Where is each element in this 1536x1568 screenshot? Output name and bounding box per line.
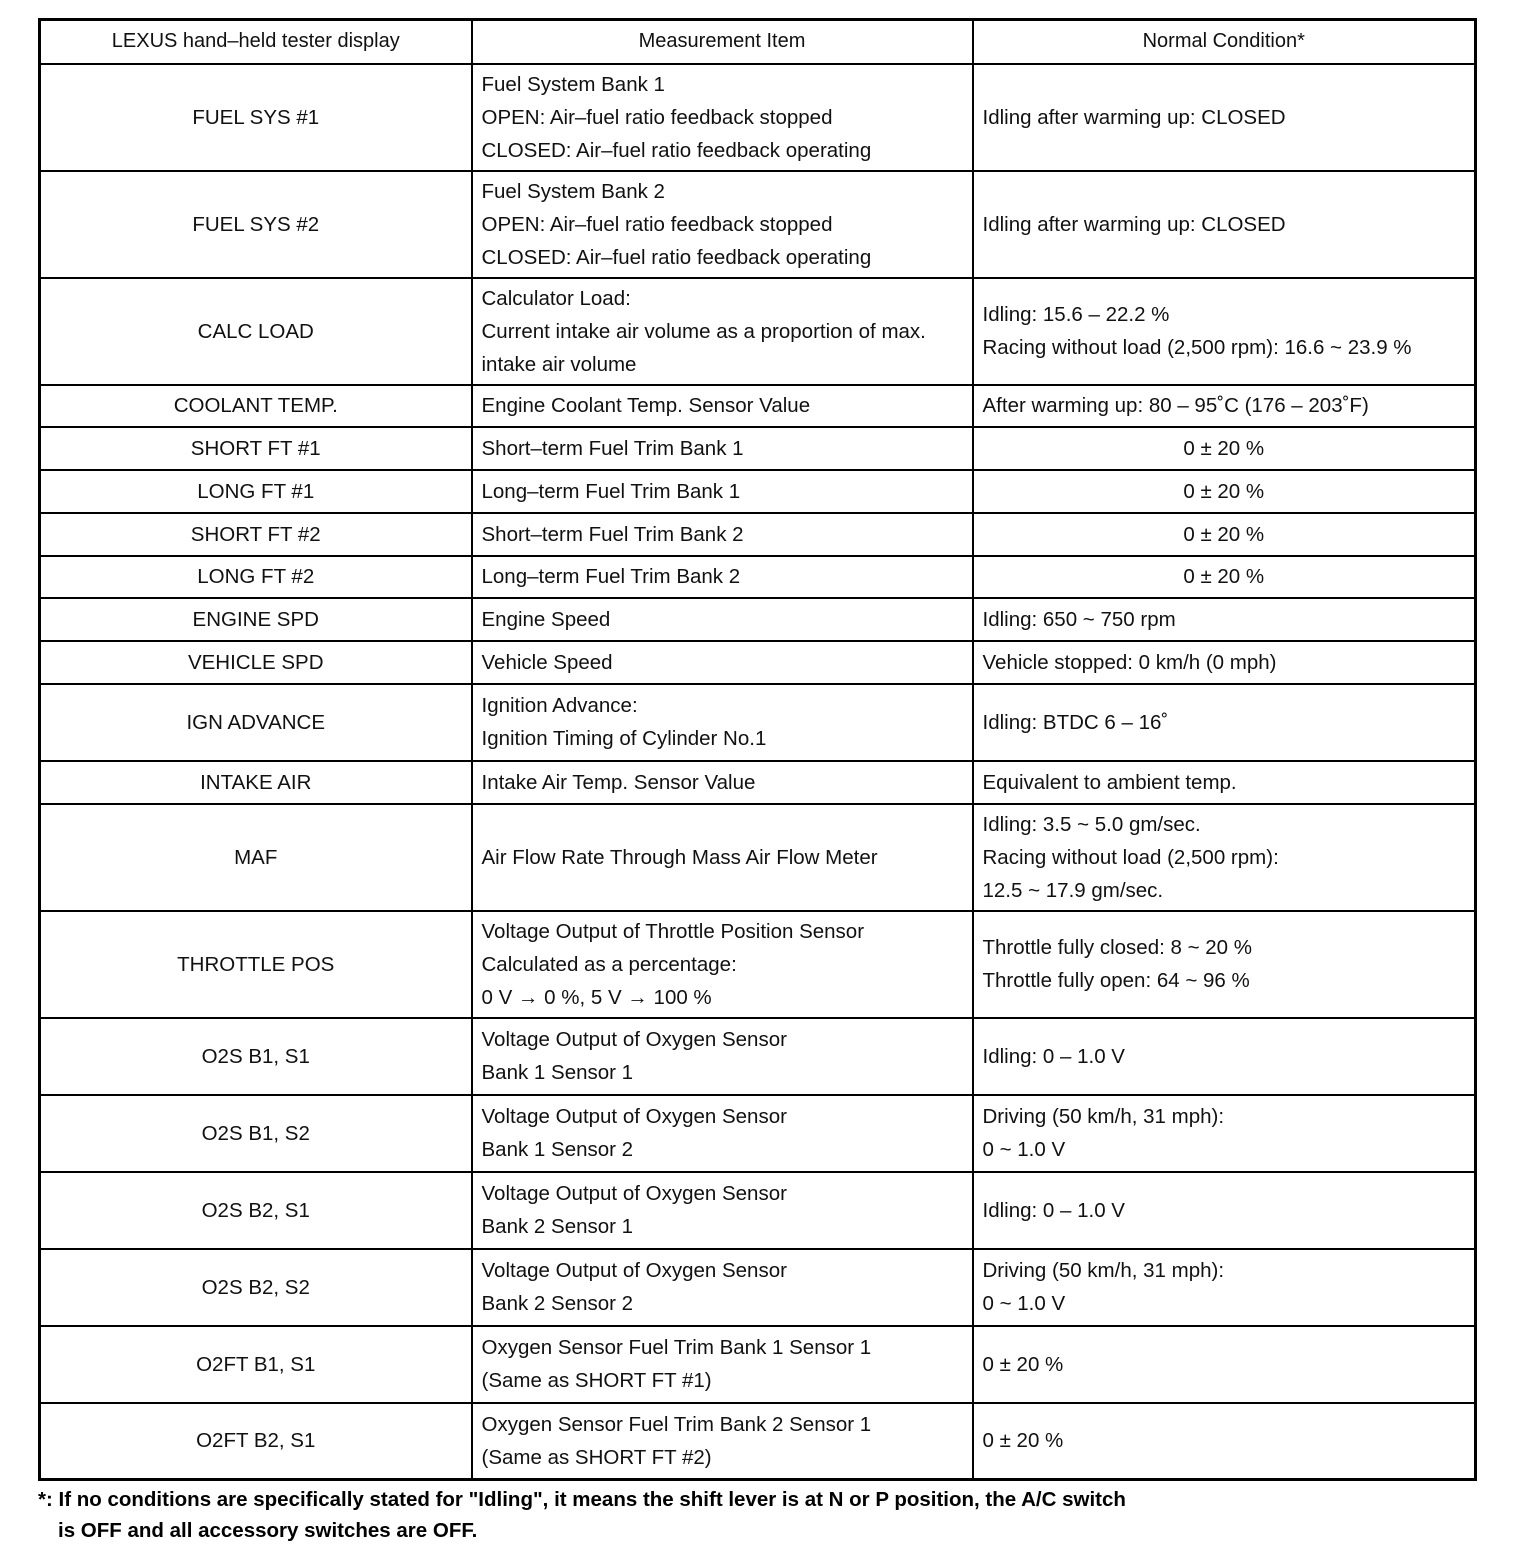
cell-tester-display: ENGINE SPD <box>40 598 472 641</box>
footnote-line: is OFF and all accessory switches are OFF. <box>58 1519 478 1542</box>
cell-normal-condition <box>973 427 1476 470</box>
measurement-item-line: Short–term Fuel Trim Bank 1 <box>481 436 744 460</box>
cell-tester-display: LONG FT #2 <box>40 556 472 598</box>
table-row <box>40 761 1476 804</box>
table-header-row <box>40 20 1476 64</box>
table-row <box>40 470 1476 513</box>
normal-condition-line: Idling after warming up: CLOSED <box>982 105 1286 129</box>
table-row <box>40 1018 1476 1095</box>
header-tester-display: LEXUS hand–held tester display <box>40 20 472 64</box>
cell-normal-condition <box>973 684 1476 761</box>
header-measurement-item: Measurement Item <box>472 20 973 64</box>
table-row <box>40 1326 1476 1403</box>
normal-condition-line: 0 ± 20 % <box>1183 436 1265 460</box>
normal-condition-line: 0 ± 20 % <box>1183 522 1265 546</box>
normal-condition-line: Idling: 3.5 ~ 5.0 gm/sec. <box>982 812 1201 836</box>
cell-tester-display: FUEL SYS #1 <box>40 64 472 171</box>
table-row <box>40 278 1476 385</box>
measurement-item-line: Short–term Fuel Trim Bank 2 <box>481 522 744 546</box>
cell-measurement-item <box>472 513 973 556</box>
measurement-item-line: Bank 1 Sensor 1 <box>481 1061 634 1084</box>
measurement-item-line: Voltage Output of Oxygen Sensor <box>481 1105 787 1128</box>
cell-measurement-item <box>472 385 973 427</box>
cell-normal-condition <box>973 1249 1476 1326</box>
measurement-item-line: Calculated as a percentage: <box>481 952 737 976</box>
table-row <box>40 171 1476 278</box>
normal-condition-line: Idling: 0 – 1.0 V <box>982 1044 1125 1068</box>
cell-measurement-item <box>472 278 973 385</box>
cell-measurement-item <box>472 171 973 278</box>
measurement-item-line: intake air volume <box>481 352 637 376</box>
table-row <box>40 598 1476 641</box>
measurement-item-line: 0 V → 0 %, 5 V → 100 % <box>481 985 712 1009</box>
normal-condition-line: 0 ± 20 % <box>982 1429 1064 1453</box>
cell-tester-display: THROTTLE POS <box>40 911 472 1018</box>
measurement-item-line: Oxygen Sensor Fuel Trim Bank 1 Sensor 1 <box>481 1336 872 1359</box>
measurement-item-line: Fuel System Bank 1 <box>481 72 665 96</box>
cell-normal-condition <box>973 598 1476 641</box>
cell-measurement-item <box>472 556 973 598</box>
cell-measurement-item <box>472 598 973 641</box>
measurement-item-line: Bank 2 Sensor 1 <box>481 1215 634 1238</box>
measurement-item-line: OPEN: Air–fuel ratio feedback stopped <box>481 105 833 129</box>
normal-condition-line: Racing without load (2,500 rpm): <box>982 845 1279 869</box>
measurement-item-line: Voltage Output of Oxygen Sensor <box>481 1028 787 1051</box>
cell-tester-display: VEHICLE SPD <box>40 641 472 684</box>
cell-measurement-item <box>472 470 973 513</box>
cell-measurement-item <box>472 684 973 761</box>
table-row <box>40 1172 1476 1249</box>
cell-tester-display: MAF <box>40 804 472 911</box>
normal-condition-line: 0 ~ 1.0 V <box>982 1292 1066 1315</box>
cell-tester-display: COOLANT TEMP. <box>40 385 472 427</box>
measurement-item-line: OPEN: Air–fuel ratio feedback stopped <box>481 212 833 236</box>
cell-normal-condition <box>973 1018 1476 1095</box>
cell-normal-condition <box>973 761 1476 804</box>
measurement-item-line: Intake Air Temp. Sensor Value <box>481 770 756 794</box>
normal-condition-line: 0 ~ 1.0 V <box>982 1138 1066 1161</box>
table-row <box>40 684 1476 761</box>
header-normal-condition: Normal Condition* <box>973 20 1476 64</box>
cell-normal-condition <box>973 1326 1476 1403</box>
normal-condition-line: Racing without load (2,500 rpm): 16.6 ~ 23.9 % <box>982 336 1412 359</box>
measurement-item-line: Voltage Output of Oxygen Sensor <box>481 1182 787 1205</box>
table-row <box>40 385 1476 427</box>
measurement-item-line: Voltage Output of Throttle Position Sensor <box>481 919 865 943</box>
measurement-item-line: Voltage Output of Oxygen Sensor <box>481 1259 787 1282</box>
normal-condition-line: Idling: 650 ~ 750 rpm <box>982 607 1176 631</box>
cell-tester-display: SHORT FT #2 <box>40 513 472 556</box>
cell-measurement-item <box>472 1249 973 1326</box>
cell-measurement-item <box>472 64 973 171</box>
measurement-item-line: Oxygen Sensor Fuel Trim Bank 2 Sensor 1 <box>481 1412 872 1436</box>
cell-tester-display: IGN ADVANCE <box>40 684 472 761</box>
normal-condition-line: Equivalent to ambient temp. <box>982 770 1237 794</box>
normal-condition-line: Idling: 15.6 – 22.2 % <box>982 303 1170 326</box>
measurement-item-line: CLOSED: Air–fuel ratio feedback operating <box>481 245 872 269</box>
cell-measurement-item <box>472 1403 973 1480</box>
cell-normal-condition <box>973 470 1476 513</box>
measurement-item-line: (Same as SHORT FT #1) <box>481 1369 712 1392</box>
normal-condition-line: Throttle fully open: 64 ~ 96 % <box>982 969 1250 992</box>
cell-tester-display: FUEL SYS #2 <box>40 171 472 278</box>
cell-normal-condition <box>973 385 1476 427</box>
cell-normal-condition <box>973 513 1476 556</box>
measurement-item-line: Current intake air volume as a proportion of max. <box>481 319 926 343</box>
cell-normal-condition <box>973 278 1476 385</box>
cell-measurement-item <box>472 1326 973 1403</box>
cell-normal-condition <box>973 1403 1476 1480</box>
normal-condition-line: Driving (50 km/h, 31 mph): <box>982 1105 1225 1128</box>
table-row <box>40 64 1476 171</box>
normal-condition-line: 0 ± 20 % <box>982 1352 1064 1376</box>
measurement-item-line: Ignition Timing of Cylinder No.1 <box>481 727 767 750</box>
cell-normal-condition <box>973 64 1476 171</box>
cell-tester-display: LONG FT #1 <box>40 470 472 513</box>
cell-tester-display: O2FT B2, S1 <box>40 1403 472 1480</box>
measurement-item-line: CLOSED: Air–fuel ratio feedback operating <box>481 138 872 162</box>
cell-measurement-item <box>472 641 973 684</box>
measurement-item-line: Air Flow Rate Through Mass Air Flow Meter <box>481 845 878 869</box>
cell-tester-display: SHORT FT #1 <box>40 427 472 470</box>
measurement-item-line: Calculator Load: <box>481 286 631 310</box>
cell-tester-display: O2S B2, S2 <box>40 1249 472 1326</box>
normal-condition-line: Idling: 0 – 1.0 V <box>982 1198 1125 1222</box>
normal-condition-line: Idling: BTDC 6 – 16˚ <box>982 710 1169 734</box>
table-row <box>40 804 1476 911</box>
cell-normal-condition <box>973 804 1476 911</box>
normal-condition-line: 0 ± 20 % <box>1183 565 1265 588</box>
cell-measurement-item <box>472 1172 973 1249</box>
cell-tester-display: O2S B1, S1 <box>40 1018 472 1095</box>
table-row <box>40 1095 1476 1172</box>
cell-tester-display: INTAKE AIR <box>40 761 472 804</box>
measurement-item-line: Ignition Advance: <box>481 694 638 717</box>
footnote <box>38 1484 1478 1546</box>
normal-condition-line: After warming up: 80 – 95˚C (176 – 203˚F) <box>982 394 1369 417</box>
measurement-item-line: Vehicle Speed <box>481 650 613 674</box>
measurement-item-line: Bank 1 Sensor 2 <box>481 1138 634 1161</box>
cell-normal-condition <box>973 1172 1476 1249</box>
measurement-item-line: Long–term Fuel Trim Bank 1 <box>481 479 741 503</box>
cell-normal-condition <box>973 556 1476 598</box>
footnote-line: *: If no conditions are specifically stated for "Idling", it means the shift lever is at N or P position, the A/C switch <box>38 1488 1126 1511</box>
normal-condition-line: 0 ± 20 % <box>1183 479 1265 503</box>
cell-measurement-item <box>472 804 973 911</box>
cell-tester-display: O2S B2, S1 <box>40 1172 472 1249</box>
cell-tester-display: O2FT B1, S1 <box>40 1326 472 1403</box>
measurement-item-line: Fuel System Bank 2 <box>481 179 665 203</box>
cell-tester-display: CALC LOAD <box>40 278 472 385</box>
normal-condition-line: Driving (50 km/h, 31 mph): <box>982 1259 1225 1282</box>
measurement-item-line: Bank 2 Sensor 2 <box>481 1292 634 1315</box>
table-row <box>40 513 1476 556</box>
table-row <box>40 556 1476 598</box>
cell-normal-condition <box>973 1095 1476 1172</box>
cell-measurement-item <box>472 1018 973 1095</box>
table-body <box>40 64 1476 1480</box>
normal-condition-line: Throttle fully closed: 8 ~ 20 % <box>982 936 1252 959</box>
table-row <box>40 911 1476 1018</box>
table-row <box>40 1249 1476 1326</box>
cell-measurement-item <box>472 427 973 470</box>
measurement-item-line: Engine Coolant Temp. Sensor Value <box>481 394 811 417</box>
normal-condition-line: Vehicle stopped: 0 km/h (0 mph) <box>982 650 1277 674</box>
normal-condition-line: 12.5 ~ 17.9 gm/sec. <box>982 878 1164 902</box>
table-row <box>40 1403 1476 1480</box>
normal-condition-line: Idling after warming up: CLOSED <box>982 212 1286 236</box>
measurement-item-line: Long–term Fuel Trim Bank 2 <box>481 565 741 588</box>
cell-normal-condition <box>973 911 1476 1018</box>
cell-measurement-item <box>472 911 973 1018</box>
cell-normal-condition <box>973 641 1476 684</box>
cell-tester-display: O2S B1, S2 <box>40 1095 472 1172</box>
cell-measurement-item <box>472 761 973 804</box>
measurement-item-line: (Same as SHORT FT #2) <box>481 1445 712 1469</box>
data-list-table <box>38 18 1477 1481</box>
table-row <box>40 427 1476 470</box>
table-row <box>40 641 1476 684</box>
measurement-item-line: Engine Speed <box>481 607 611 631</box>
cell-measurement-item <box>472 1095 973 1172</box>
cell-normal-condition <box>973 171 1476 278</box>
